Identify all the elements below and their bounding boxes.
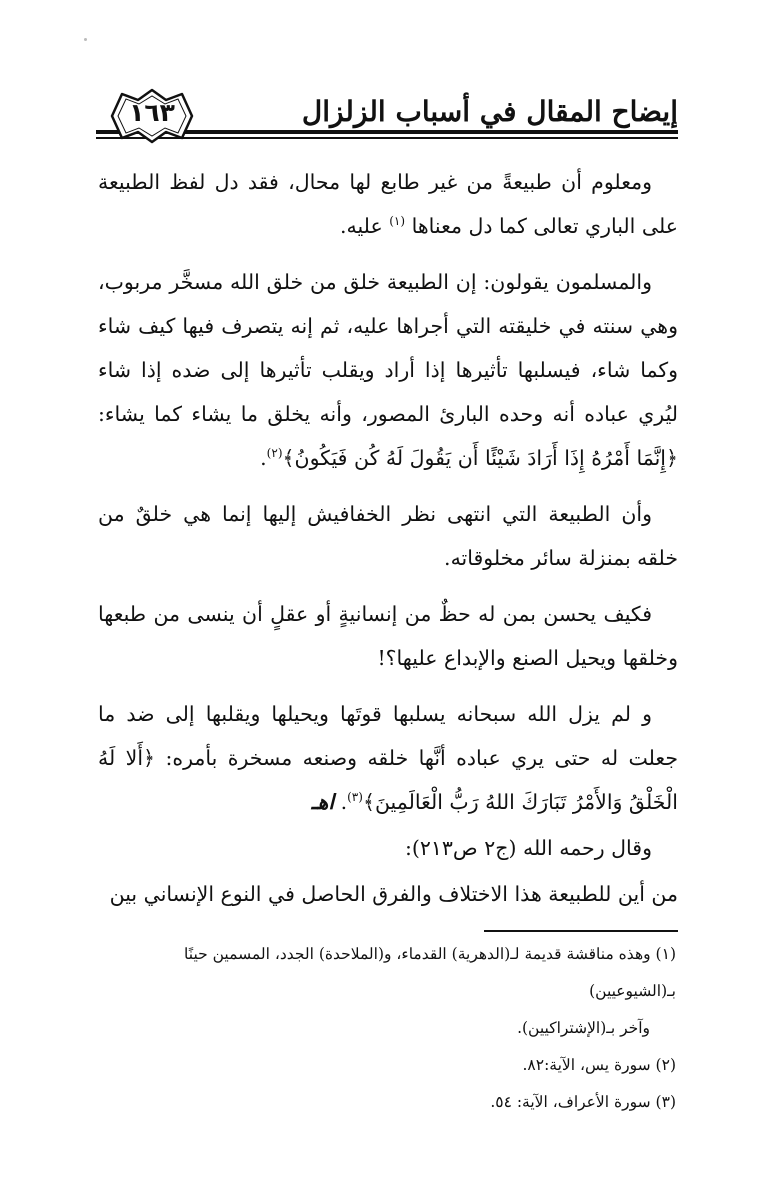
page-header	[96, 88, 678, 146]
paragraph-2-tail: .	[260, 446, 267, 470]
page-number: ١٦٣	[129, 98, 175, 127]
page-number-badge	[98, 88, 206, 144]
footnote-2-text: سورة يس، الآية:٨٢.	[522, 1056, 651, 1074]
running-title: إيضاح المقال في أسباب الزلزال	[301, 95, 678, 128]
paragraph-2	[98, 260, 678, 480]
footnote-3	[96, 1084, 676, 1121]
footnote-separator	[484, 930, 678, 932]
paragraph-5-tail: .	[340, 790, 348, 814]
paragraph-5	[98, 692, 678, 824]
paragraph-5-text: و لم يزل الله سبحانه يسلبها قوتَها ويحيلها ويقلبها إلى ضد ما جعلت له حتى يري عباده أنَّها خلقه وصنعه مسخرة بأمره:	[98, 702, 678, 770]
paragraph-1-text: ومعلوم أن طبيعةً من غير طابع لها محال، فقد دل لفظ الطبيعة على الباري تعالى كما دل معناها	[98, 170, 678, 238]
paragraph-1-tail: عليه.	[339, 214, 383, 238]
footnote-ref-2: (٢)	[266, 446, 283, 461]
footnote-3-number: (٣)	[655, 1093, 676, 1111]
footnote-1	[96, 936, 676, 1010]
quran-verse-1: ﴿إِنَّمَا أَمْرُهُ إِذَا أَرَادَ شَيْئًا أَن يَقُولَ لَهُ كُن فَيَكُونُ﴾	[282, 446, 678, 470]
quran-verse-2: ﴿أَلا لَهُ الْخَلْقُ وَالأَمْرُ تَبَارَكَ اللهُ رَبُّ الْعَالَمِينَ﴾	[98, 746, 678, 814]
paragraph-7: من أين للطبيعة هذا الاختلاف والفرق الحاصل في النوع الإنساني بين	[109, 882, 678, 906]
footnote-2-number: (٢)	[655, 1056, 676, 1074]
footnote-1-text: وهذه مناقشة قديمة لـ(الدهرية) القدماء، و(الملاحدة) الجدد، المسمين حينًا بـ(الشيوعيين)	[184, 945, 676, 1000]
paragraph-6: وقال رحمه الله (ج٢ ص٢١٣):	[404, 836, 652, 860]
scan-speck	[84, 38, 87, 41]
paragraph-4: فكيف يحسن بمن له حظٌ من إنسانيةٍ أو عقلٍ أن ينسى من طبعها وخلقها ويحيل الصنع والإبداع عليها؟!	[98, 602, 678, 670]
paragraph-1	[98, 160, 678, 248]
paragraph-3: وأن الطبيعة التي انتهى نظر الخفافيش إليها إنما هي خلقٌ من خلقه بمنزلة سائر مخلوقاته.	[98, 502, 678, 570]
main-text	[98, 160, 678, 928]
footnote-1-continuation: وآخر بـ(الإشتراكيين).	[517, 1019, 650, 1037]
paragraph-2-text: والمسلمون يقولون: إن الطبيعة خلق من خلق الله مسخَّر مربوب، وهي سنته في خليقته التي أجراها عليه، ثم إنه يتصرف فيها كيف شاء وكما شاء، فيسلبها تأثيرها إذا أراد ويقلب تأثيرها إلى ضده إذا شاء ليُري عباده أنه وحده البارئ المصور، وأنه يخلق ما يشاء كما يشاء:	[98, 270, 678, 426]
footnotes	[96, 936, 676, 1121]
footnote-3-text: سورة الأعراف، الآية: ٥٤.	[490, 1093, 651, 1111]
footnote-ref-1: (١)	[389, 214, 406, 229]
end-quote-abbr: اهـ	[311, 790, 335, 814]
footnote-1-number: (١)	[655, 945, 676, 963]
footnote-2	[96, 1047, 676, 1084]
footnote-ref-3: (٣)	[347, 790, 363, 805]
